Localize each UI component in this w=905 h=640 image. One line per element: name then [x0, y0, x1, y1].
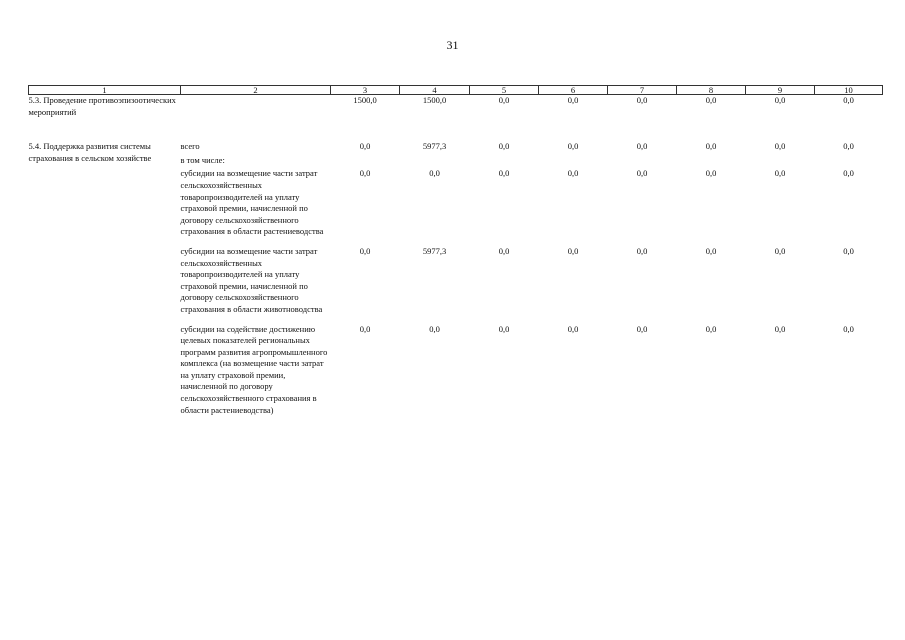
table-cell: 0,0	[636, 245, 648, 256]
column-header: 1	[29, 86, 181, 95]
table-cell: 0,0	[774, 141, 786, 152]
column-header: 4	[400, 86, 470, 95]
table-cell: 0,0	[774, 168, 786, 179]
table-cell: 0,0	[774, 95, 786, 105]
table-cell: 0,0	[705, 245, 717, 256]
table-row	[29, 95, 883, 142]
table-cell: 0,0	[359, 323, 371, 334]
table-cell: 1500,0	[422, 95, 447, 105]
row-description	[181, 95, 331, 142]
table-cell: 0,0	[498, 323, 510, 334]
row-name: 5.3. Проведение противоэпизоотических мероприятий	[28, 95, 176, 117]
column-header: 3	[331, 86, 400, 95]
table-cell: 0,0	[705, 141, 717, 152]
table-cell: 0,0	[636, 141, 648, 152]
column-header: 6	[539, 86, 608, 95]
column-header: 5	[470, 86, 539, 95]
table-cell: 1500,0	[353, 95, 377, 105]
table-cell: 0,0	[429, 323, 440, 334]
row-name: 5.4. Поддержка развития системы страхования в сельском хозяйстве	[28, 141, 152, 163]
table-cell: 0,0	[705, 95, 717, 105]
table-cell: 0,0	[636, 168, 648, 179]
row-description: субсидии на возмещение части затрат сельскохозяйственных товаропроизводителей на уплату страховой премии, начисленной по договору сельскохозяйственного страхования в области растениеводства	[180, 168, 324, 237]
table-cell: 0,0	[774, 245, 786, 256]
table-cell: 0,0	[636, 95, 648, 105]
table-cell: 0,0	[705, 323, 717, 334]
table-cell: 0,0	[567, 323, 579, 334]
budget-table	[28, 85, 883, 416]
row-description: в том числе:	[180, 154, 225, 165]
table-cell: 0,0	[567, 168, 579, 179]
table-cell: 0,0	[498, 95, 510, 105]
table-cell: 5977,3	[422, 245, 447, 256]
row-description: всего	[180, 141, 200, 152]
table-cell: 0,0	[359, 168, 371, 179]
column-header: 2	[181, 86, 331, 95]
table-cell: 0,0	[567, 245, 579, 256]
table-cell: 0,0	[843, 95, 854, 105]
row-description: субсидии на возмещение части затрат сельскохозяйственных товаропроизводителей на уплату страховой премии, начисленной по договору сельскохозяйственного страхования в области животноводства	[180, 245, 323, 314]
table-cell: 0,0	[843, 245, 854, 256]
table-row	[29, 141, 883, 153]
table-cell: 0,0	[843, 141, 854, 152]
table-cell: 0,0	[359, 141, 371, 152]
column-header: 9	[746, 86, 815, 95]
table-cell: 0,0	[498, 168, 510, 179]
table-cell: 0,0	[567, 141, 579, 152]
table-cell: 0,0	[498, 245, 510, 256]
table-cell: 0,0	[498, 141, 510, 152]
table-cell: 5977,3	[422, 141, 447, 152]
table-cell: 0,0	[843, 323, 854, 334]
table-cell: 0,0	[429, 168, 440, 179]
table-cell: 0,0	[359, 245, 371, 256]
header-row	[29, 86, 883, 95]
table-cell: 0,0	[567, 95, 579, 105]
page-number: 31	[446, 38, 459, 52]
column-header: 10	[815, 86, 883, 95]
table-cell: 0,0	[705, 168, 717, 179]
table-cell: 0,0	[843, 168, 854, 179]
column-header: 8	[677, 86, 746, 95]
row-description: субсидии на содействие достижению целевых показателей региональных программ развития агропромышленного комплекса (на возмещение части затрат на уплату страховой премии, начисленной по договору сельскохозяйственного страхования в области растениеводства)	[180, 323, 328, 415]
column-header: 7	[608, 86, 677, 95]
table-cell: 0,0	[774, 323, 786, 334]
table-cell: 0,0	[636, 323, 648, 334]
